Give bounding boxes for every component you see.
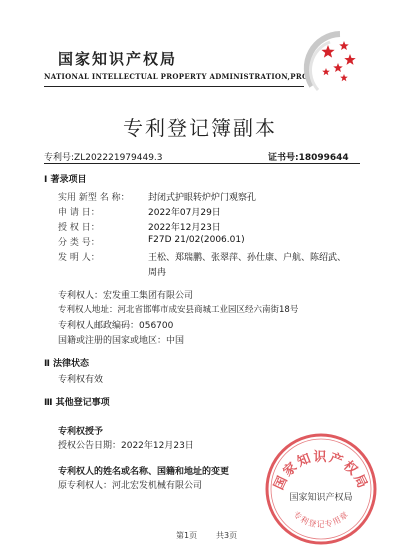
page-total: 共3页 <box>216 531 238 540</box>
patentee-postcode: 专利权人邮政编码：056700 <box>58 321 174 331</box>
field-inventor-label: 发 明 人： <box>58 253 100 263</box>
field-name-value: 封闭式护眼转炉炉门观察孔 <box>148 193 257 203</box>
svg-text:国家知识产权局: 国家知识产权局 <box>271 449 371 493</box>
svg-text:国家知识产权局: 国家知识产权局 <box>289 493 353 503</box>
field-inventor-value: 王松、郑瑞鹏、张翠萍、孙仕康、户航、陈绍武、 <box>148 253 347 263</box>
patentee-country: 国籍或注册的国家或地区：中国 <box>58 336 185 346</box>
field-grant-date-value: 2022年12月23日 <box>148 223 221 233</box>
section-legal-status-title: Ⅱ 法律状态 <box>44 359 90 369</box>
field-grant-date-label: 授 权 日： <box>58 223 100 233</box>
top-divider <box>44 163 360 164</box>
grant-announcement-date: 授权公告日期：2022年12月23日 <box>58 441 194 451</box>
section-other-records-title: Ⅲ 其他登记事项 <box>44 398 110 408</box>
patentee: 专利权人：宏发重工集团有限公司 <box>58 291 194 301</box>
logo-star <box>333 63 343 72</box>
page-number: 第1页 <box>176 531 198 540</box>
field-name-label: 实用 新型 名 称： <box>58 193 130 203</box>
patentee-address: 专利权人地址：河北省邯郸市成安县商城工业园区经六南街18号 <box>58 305 299 315</box>
header-rule <box>44 86 304 87</box>
field-inventor-continued: 周冉 <box>148 268 167 278</box>
legal-status-value: 专利权有效 <box>58 375 104 385</box>
logo-star <box>322 68 330 75</box>
section-bibliographic-title: Ⅰ 著录项目 <box>44 175 87 185</box>
field-filing-date-label: 申 请 日： <box>58 208 100 218</box>
field-classification-value: F27D 21/02(2006.01) <box>148 235 245 245</box>
patent-number: 专利号:ZL202221979449.3 <box>44 153 163 163</box>
logo-star <box>339 41 349 50</box>
official-seal <box>262 430 380 548</box>
field-classification-label: 分 类 号： <box>58 238 100 248</box>
office-name-en: NATIONAL INTELLECTUAL PROPERTY ADMINISTRATION,PRC <box>44 72 308 81</box>
cnipa-logo <box>300 28 372 100</box>
previous-patentee: 原专利权人：河北宏发机械有限公司 <box>58 481 203 491</box>
field-filing-date-value: 2022年07月29日 <box>148 208 221 218</box>
logo-star <box>344 54 355 65</box>
change-record-title: 专利权人的姓名或名称、国籍和地址的变更 <box>58 467 230 477</box>
certificate-number: 证书号:18099644 <box>268 153 349 163</box>
office-name-cn: 国家知识产权局 <box>58 50 178 68</box>
document-title: 专利登记簿副本 <box>123 116 277 140</box>
logo-arc <box>307 34 340 90</box>
grant-record-title: 专利权授予 <box>58 427 104 437</box>
svg-text:专利登记专用章: 专利登记专用章 <box>291 509 351 530</box>
logo-star <box>340 74 348 81</box>
